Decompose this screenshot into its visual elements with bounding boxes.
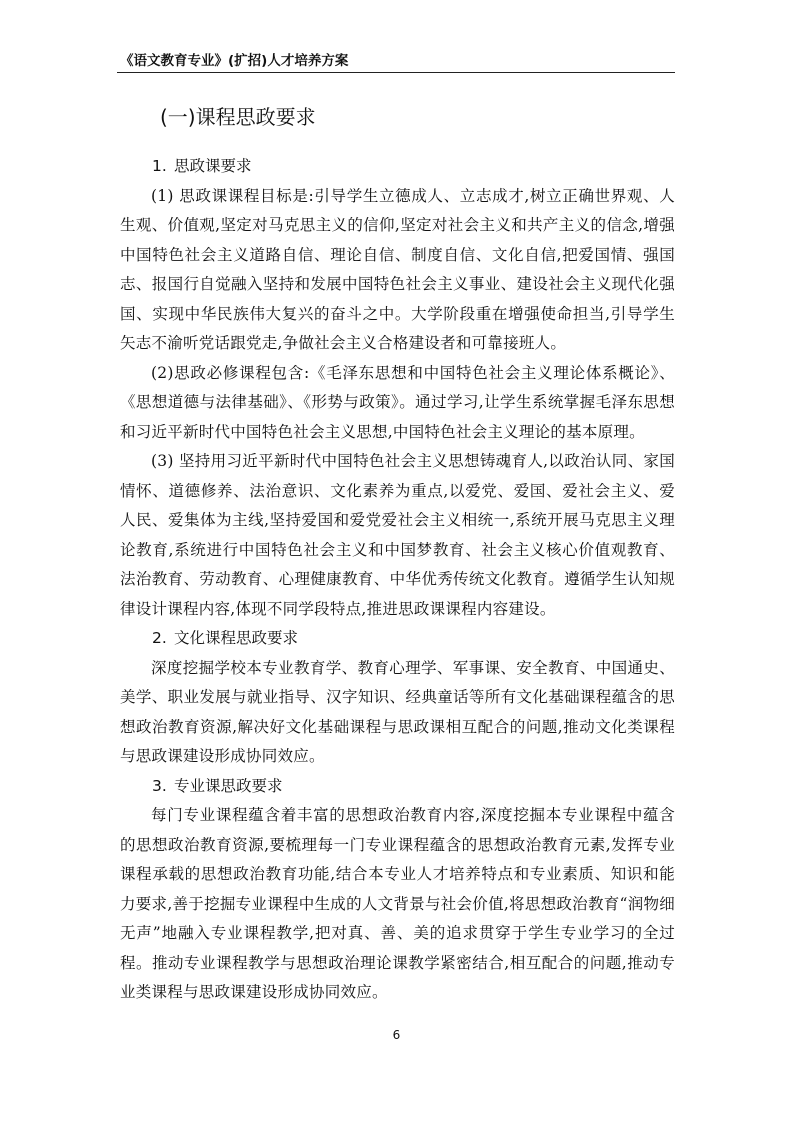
subsection-major-course — [120, 772, 675, 1008]
header-rule — [117, 72, 675, 73]
subsection-heading — [120, 772, 675, 802]
subsection-culture-course — [120, 624, 675, 772]
paragraph: (3) 坚持用习近平新时代中国特色社会主义思想铸魂育人,以政治认同、家国情怀、道德修养、法治意识、文化素养为重点,以爱党、爱国、爱社会主义、爱人民、爱集体为主线,坚持爱国和爱党爱社会主义相统一,系统开展马克思主义理论教育,系统进行中国特色社会主义和中国梦教育、社会主义核心价值观教育、法治教育、劳动教育、心理健康教育、中华优秀传统文化教育。遵循学生认知规律设计课程内容,体现不同学段特点,推进思政课课程内容建设。 — [120, 452, 675, 618]
subsection-heading — [120, 152, 675, 182]
section-title: (一)课程思政要求 — [160, 105, 316, 129]
page-content — [120, 102, 675, 1008]
subsection-number: 1. — [152, 157, 167, 175]
paragraph: (1) 思政课课程目标是:引导学生立德成人、立志成才,树立正确世界观、人生观、价值观,坚定对马克思主义的信仰,坚定对社会主义和共产主义的信念,增强中国特色社会主义道路自信、理论自信、制度自信、文化自信,把爱国情、强国志、报国行自觉融入坚持和发展中国特色社会主义事业、建设社会主义现代化强国、实现中华民族伟大复兴的奋斗之中。大学阶段重在增强使命担当,引导学生矢志不渝听党话跟党走,争做社会主义合格建设者和可靠接班人。 — [120, 186, 675, 352]
paragraph: (2)思政必修课程包含:《毛泽东思想和中国特色社会主义理论体系概论》、《思想道德与法律基础》、《形势与政策》。通过学习,让学生系统掌握毛泽东思想和习近平新时代中国特色社会主义思想,中国特色社会主义理论的基本原理。 — [120, 363, 675, 441]
subsection-number: 3. — [152, 776, 167, 795]
subsection-title: 思政课要求 — [174, 157, 252, 175]
subsection-number: 2. — [152, 629, 167, 647]
subsection-title: 文化课程思政要求 — [174, 629, 299, 647]
subsection-title: 专业课思政要求 — [174, 776, 283, 795]
paragraph: 深度挖掘学校本专业教育学、教育心理学、军事课、安全教育、中国通史、美学、职业发展与就业指导、汉字知识、经典童话等所有文化基础课程蕴含的思想政治教育资源,解决好文化基础课程与思政课相互配合的问题,推动文化类课程与思政课建设形成协同效应。 — [120, 658, 675, 765]
running-header: 《语文教育专业》(扩招)人才培养方案 — [120, 53, 349, 69]
page-number: 6 — [392, 1028, 401, 1042]
subsection-heading — [120, 624, 675, 654]
subsection-political-course — [120, 152, 675, 624]
paragraph: 每门专业课程蕴含着丰富的思想政治教育内容,深度挖掘本专业课程中蕴含的思想政治教育资源,要梳理每一门专业课程蕴含的思想政治教育元素,发挥专业课程承载的思想政治教育功能,结合本专业人才培养特点和专业素质、知识和能力要求,善于挖掘专业课程中生成的人文背景与社会价值,将思想政治教育“润物细无声”地融入专业课程教学,把对真、善、美的追求贯穿于学生专业学习的全过程。推动专业课程教学与思想政治理论课教学紧密结合,相互配合的问题,推动专业类课程与思政课建设形成协同效应。 — [120, 806, 675, 1001]
